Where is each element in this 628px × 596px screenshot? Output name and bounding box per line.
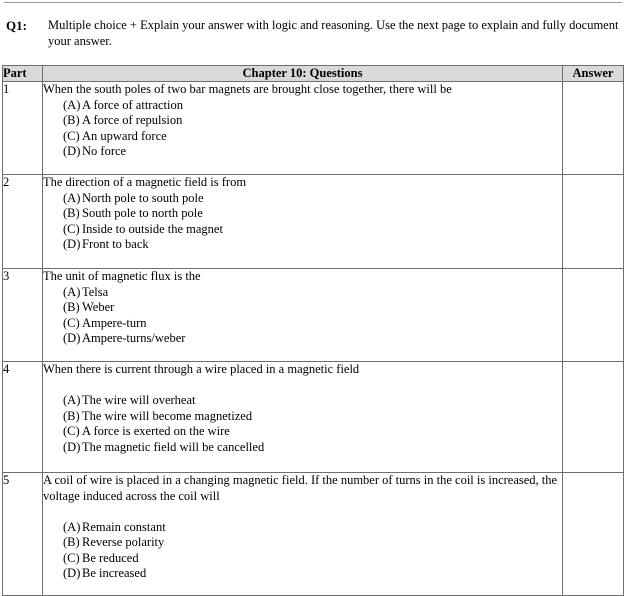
question-stem: A coil of wire is placed in a changing magnetic field. If the number of turns in the coil is increased, the voltage induced across the coil will bbox=[43, 473, 558, 503]
option-letter: (C) bbox=[63, 550, 80, 565]
option-letter: (D) bbox=[63, 331, 81, 345]
questions-column-header: Chapter 10: Questions bbox=[43, 66, 563, 82]
table-row bbox=[3, 473, 624, 596]
option-letter: (B) bbox=[63, 408, 80, 423]
table-row bbox=[3, 175, 624, 269]
option-letter: (D) bbox=[63, 439, 81, 454]
option-text: South pole to north pole bbox=[82, 206, 203, 220]
option-text: Inside to outside the magnet bbox=[82, 221, 223, 236]
table-row bbox=[3, 269, 624, 362]
answer-option bbox=[43, 206, 562, 222]
option-text: Front to back bbox=[82, 237, 149, 251]
option-letter: (A) bbox=[63, 284, 81, 299]
answer-option bbox=[43, 113, 562, 129]
option-text: Remain constant bbox=[82, 519, 166, 534]
answer-option bbox=[43, 237, 562, 253]
table-row bbox=[3, 362, 624, 473]
answer-option bbox=[43, 129, 562, 145]
option-letter: (A) bbox=[63, 393, 81, 407]
option-letter: (B) bbox=[63, 300, 80, 314]
option-text: A force of attraction bbox=[82, 97, 183, 112]
answer-column-header: Answer bbox=[563, 66, 624, 82]
table-header-row bbox=[3, 66, 624, 82]
answer-option bbox=[43, 520, 562, 536]
question-stem: When there is current through a wire placed in a magnetic field bbox=[43, 362, 360, 376]
option-letter: (A) bbox=[63, 519, 81, 534]
option-text: Reverse polarity bbox=[82, 535, 165, 549]
part-column-header: Part bbox=[3, 66, 43, 82]
question-label: Q1: bbox=[6, 18, 27, 33]
answer-option bbox=[43, 331, 562, 347]
option-letter: (A) bbox=[63, 97, 81, 112]
option-text: Telsa bbox=[82, 284, 109, 299]
option-letter: (C) bbox=[63, 315, 80, 330]
option-letter: (C) bbox=[63, 128, 80, 143]
answer-option bbox=[43, 144, 562, 160]
answer-option bbox=[43, 566, 562, 582]
option-letter: (D) bbox=[63, 144, 81, 158]
option-letter: (D) bbox=[63, 237, 81, 251]
option-text: Be reduced bbox=[82, 550, 139, 565]
option-text: Weber bbox=[82, 300, 115, 314]
option-text: The magnetic field will be cancelled bbox=[82, 439, 265, 454]
question-cell bbox=[43, 362, 563, 473]
option-letter: (B) bbox=[63, 535, 80, 549]
spacer bbox=[43, 504, 562, 520]
spacer bbox=[43, 378, 562, 394]
answer-option bbox=[43, 535, 562, 551]
option-letter: (D) bbox=[63, 566, 81, 580]
question-stem: The direction of a magnetic field is from bbox=[43, 175, 247, 189]
answer-option bbox=[43, 551, 562, 567]
part-number: 2 bbox=[3, 175, 43, 269]
answer-option bbox=[43, 222, 562, 238]
table-row bbox=[3, 82, 624, 175]
top-divider bbox=[4, 2, 622, 3]
option-text: No force bbox=[82, 144, 127, 158]
option-text: The wire will overheat bbox=[82, 393, 196, 407]
part-number: 4 bbox=[3, 362, 43, 473]
answer-option bbox=[43, 98, 562, 114]
question-cell bbox=[43, 473, 563, 596]
questions-table bbox=[2, 65, 624, 596]
answer-cell[interactable] bbox=[563, 473, 624, 596]
part-number: 3 bbox=[3, 269, 43, 362]
option-text: An upward force bbox=[82, 128, 167, 143]
option-letter: (C) bbox=[63, 221, 80, 236]
answer-option bbox=[43, 300, 562, 316]
answer-option bbox=[43, 191, 562, 207]
answer-cell[interactable] bbox=[563, 82, 624, 175]
option-letter: (B) bbox=[63, 206, 80, 220]
option-text: Ampere-turns/weber bbox=[82, 331, 186, 345]
option-text: Ampere-turn bbox=[82, 315, 147, 330]
option-letter: (A) bbox=[63, 190, 81, 205]
answer-option bbox=[43, 393, 562, 409]
option-text: The wire will become magnetized bbox=[82, 408, 253, 423]
answer-option bbox=[43, 316, 562, 332]
question-cell bbox=[43, 269, 563, 362]
answer-cell[interactable] bbox=[563, 362, 624, 473]
part-number: 5 bbox=[3, 473, 43, 596]
option-text: A force of repulsion bbox=[82, 113, 183, 127]
question-instructions: Multiple choice + Explain your answer with logic and reasoning. Use the next page to explain and fully document your answer. bbox=[48, 18, 619, 48]
option-text: Be increased bbox=[82, 566, 147, 580]
question-cell bbox=[43, 175, 563, 269]
answer-option bbox=[43, 409, 562, 425]
answer-option bbox=[43, 440, 562, 456]
answer-option bbox=[43, 424, 562, 440]
answer-cell[interactable] bbox=[563, 269, 624, 362]
option-letter: (C) bbox=[63, 424, 80, 438]
option-letter: (B) bbox=[63, 113, 80, 127]
option-text: A force is exerted on the wire bbox=[82, 424, 230, 438]
question-stem: When the south poles of two bar magnets are brought close together, there will be bbox=[43, 82, 452, 96]
part-number: 1 bbox=[3, 82, 43, 175]
question-stem: The unit of magnetic flux is the bbox=[43, 269, 201, 283]
option-text: North pole to south pole bbox=[82, 190, 204, 205]
answer-cell[interactable] bbox=[563, 175, 624, 269]
answer-option bbox=[43, 285, 562, 301]
question-cell bbox=[43, 82, 563, 175]
